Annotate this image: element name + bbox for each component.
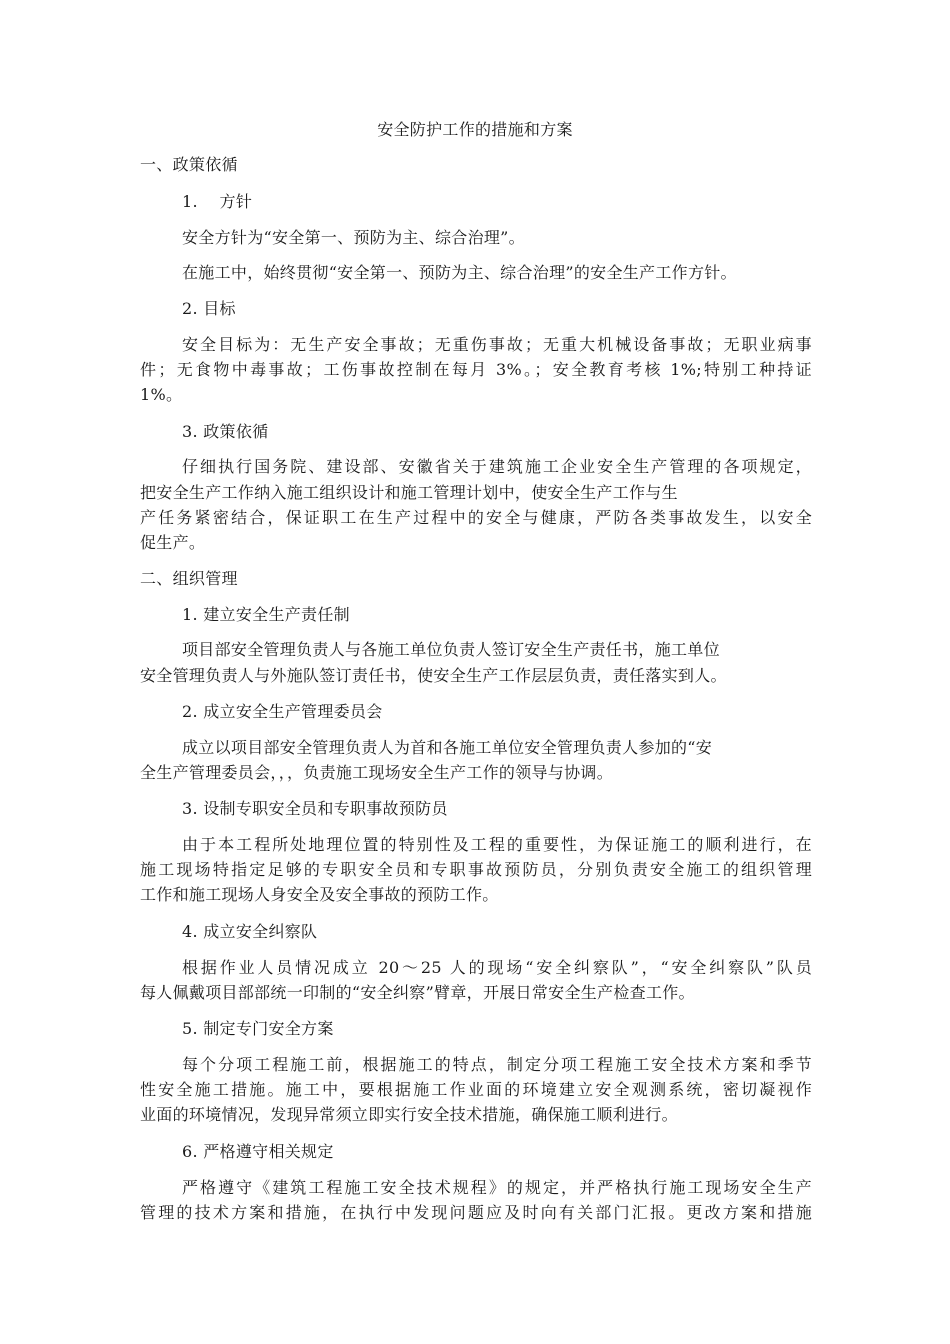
section-heading: 一、政策依循 <box>140 155 238 174</box>
paragraph-line: 促生产。 <box>140 533 206 552</box>
paragraph-line: 由于本工程所处地理位置的特别性及工程的重要性，为保证施工的顺利进行，在 <box>182 835 812 854</box>
subsection-heading: 4. 成立安全纠察队 <box>182 922 318 941</box>
paragraph-line: 每个分项工程施工前，根据施工的特点，制定分项工程施工安全技术方案和季节 <box>182 1055 812 1074</box>
subsection-heading: 6. 严格遵守相关规定 <box>182 1142 334 1161</box>
paragraph-line: 仔细执行国务院、建设部、安徽省关于建筑施工企业安全生产管理的各项规定， <box>182 457 812 476</box>
paragraph-line: 产任务紧密结合，保证职工在生产过程中的安全与健康，严防各类事故发生，以安全 <box>140 508 812 527</box>
paragraph-line: 业面的环境情况，发现异常须立即实行安全技术措施，确保施工顺利进行。 <box>140 1105 678 1124</box>
paragraph-line: 在施工中，始终贯彻“安全第一、预防为主、综合治理”的安全生产工作方针。 <box>182 263 737 282</box>
paragraph-line: 严格遵守《建筑工程施工安全技术规程》的规定，并严格执行施工现场安全生产 <box>182 1178 812 1197</box>
subsection-heading: 3. 设制专职安全员和专职事故预防员 <box>182 799 448 818</box>
subsection-heading: 3. 政策依循 <box>182 422 269 441</box>
paragraph-line: 管理的技术方案和措施，在执行中发现问题应及时向有关部门汇报。更改方案和措施 <box>140 1203 812 1222</box>
subsection-heading: 2. 成立安全生产管理委员会 <box>182 702 383 721</box>
subsection-heading: 2. 目标 <box>182 299 236 318</box>
paragraph-line: 安全目标为：无生产安全事故；无重伤事故；无重大机械设备事故；无职业病事 <box>182 335 812 354</box>
paragraph-line: 根据作业人员情况成立 20〜25 人的现场“安全纠察队”，“安全纠察队”队员 <box>182 958 812 977</box>
document-title: 安全防护工作的措施和方案 <box>377 120 573 139</box>
subsection-heading: 5. 制定专门安全方案 <box>182 1019 334 1038</box>
subsection-heading: 1. 建立安全生产责任制 <box>182 605 350 624</box>
subsection-heading: 1. 方针 <box>182 192 253 211</box>
section-heading: 二、组织管理 <box>140 569 238 588</box>
paragraph-line: 全生产管理委员会，，，负责施工现场安全生产工作的领导与协调。 <box>140 763 614 782</box>
paragraph-line: 施工现场特指定足够的专职安全员和专职事故预防员，分别负责安全施工的组织管理 <box>140 860 812 879</box>
paragraph-line: 把安全生产工作纳入施工组织设计和施工管理计划中，使安全生产工作与生 <box>140 483 678 502</box>
paragraph-line: 项目部安全管理负责人与各施工单位负责人签订安全生产责任书，施工单位 <box>182 640 720 659</box>
paragraph-line: 安全管理负责人与外施队签订责任书，使安全生产工作层层负责，责任落实到人。 <box>140 666 727 685</box>
paragraph-line: 工作和施工现场人身安全及安全事故的预防工作。 <box>140 885 499 904</box>
paragraph-line: 1%。 <box>140 385 183 404</box>
paragraph-line: 安全方针为“安全第一、预防为主、综合治理”。 <box>182 228 525 247</box>
paragraph-line: 件；无食物中毒事故；工伤事故控制在每月 3%。；安全教育考核 1%;特别工种持证 <box>140 360 812 379</box>
paragraph-line: 性安全施工措施。施工中，要根据施工作业面的环境建立安全观测系统，密切凝视作 <box>140 1080 812 1099</box>
paragraph-line: 成立以项目部安全管理负责人为首和各施工单位安全管理负责人参加的“安 <box>182 738 713 757</box>
paragraph-line: 每人佩戴项目部部统一印制的“安全纠察”臂章，开展日常安全生产检查工作。 <box>140 983 695 1002</box>
